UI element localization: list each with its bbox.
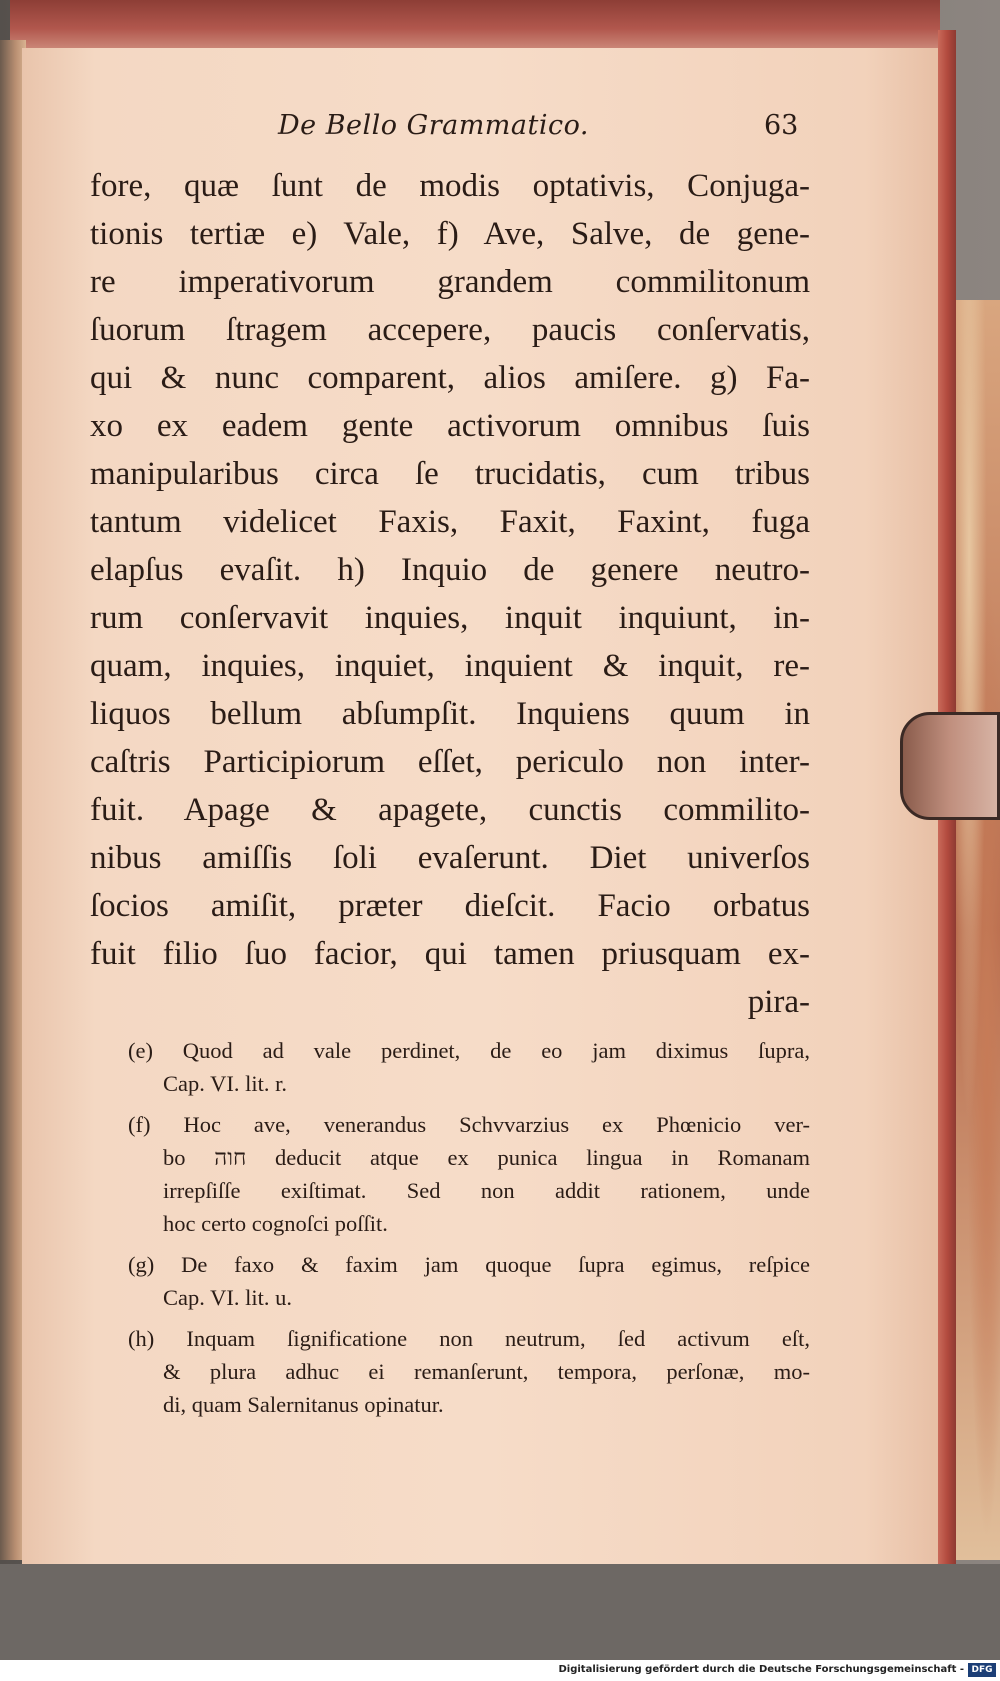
footnote-line: (h) Inquam ſignificatione non neutrum, ſed activum eſt, — [128, 1326, 810, 1351]
text-line: fuit filio ſuo facior, qui tamen priusquam ex- — [90, 936, 810, 972]
footnote-line: bo חוה deducit atque ex punica lingua in Romanam — [163, 1145, 810, 1170]
page-header — [0, 110, 1000, 150]
text-line: manipularibus circa ſe trucidatis, cum tribus — [90, 456, 810, 492]
page-clip — [900, 712, 1000, 820]
footnote-line: irrepſiſſe exiſtimat. Sed non addit rationem, unde — [163, 1178, 810, 1203]
text-line: re imperativorum grandem commilitonum — [90, 264, 810, 300]
dfg-logo: DFG — [968, 1663, 996, 1677]
footnotes — [128, 1034, 810, 1421]
text-line: tantum videlicet Faxis, Faxit, Faxint, fuga — [90, 504, 810, 540]
running-head: De Bello Grammatico. — [278, 110, 589, 141]
text-line: ſuorum ſtragem accepere, paucis conſervatis, — [90, 312, 810, 348]
catchword: pira- — [747, 984, 810, 1020]
footnote-line: (e) Quod ad vale perdinet, de eo jam diximus ſupra, — [128, 1038, 810, 1063]
text-line: fuit. Apage & apagete, cunctis commilito- — [90, 792, 810, 828]
text-line: caſtris Participiorum eſſet, periculo non inter- — [90, 744, 810, 780]
text-line: tionis tertiæ e) Vale, f) Ave, Salve, de gene- — [90, 216, 810, 252]
footnote-g — [128, 1248, 810, 1314]
text-line: quam, inquies, inquiet, inquient & inquit, re- — [90, 648, 810, 684]
footnote-line: (f) Hoc ave, venerandus Schvvarzius ex Phœnicio ver- — [128, 1112, 810, 1137]
text-line: elapſus evaſit. h) Inquio de genere neutro- — [90, 552, 810, 588]
digitization-credit: Digitalisierung gefördert durch die Deutsche Forschungsgemeinschaft - — [558, 1664, 964, 1675]
footnote-line: di, quam Salernitanus opinatur. — [163, 1392, 444, 1417]
main-text — [90, 162, 810, 1026]
footnote-line: hoc certo cognoſci poſſit. — [163, 1211, 388, 1236]
text-line: xo ex eadem gente activorum omnibus ſuis — [90, 408, 810, 444]
text-line: liquos bellum abſumpſit. Inquiens quum in — [90, 696, 810, 732]
text-line: qui & nunc comparent, alios amiſere. g) Fa- — [90, 360, 810, 396]
footnote-line: Cap. VI. lit. r. — [163, 1071, 287, 1096]
footnote-f — [128, 1108, 810, 1240]
text-line: nibus amiſſis ſoli evaſerunt. Diet univerſos — [90, 840, 810, 876]
footnote-line: & plura adhuc ei remanſerunt, tempora, perſonæ, mo- — [163, 1359, 810, 1384]
page-number: 63 — [764, 110, 799, 141]
footnote-e — [128, 1034, 810, 1100]
footnote-h — [128, 1322, 810, 1421]
footnote-line: (g) De faxo & faxim jam quoque ſupra egimus, reſpice — [128, 1252, 810, 1277]
marbled-cover — [956, 300, 1000, 1560]
text-line: rum conſervavit inquies, inquit inquiunt, in- — [90, 600, 810, 636]
book-top-edge — [10, 0, 940, 54]
text-line: fore, quæ ſunt de modis optativis, Conjuga- — [90, 168, 810, 204]
footnote-line: Cap. VI. lit. u. — [163, 1285, 292, 1310]
text-line: ſocios amiſit, præter dieſcit. Facio orbatus — [90, 888, 810, 924]
